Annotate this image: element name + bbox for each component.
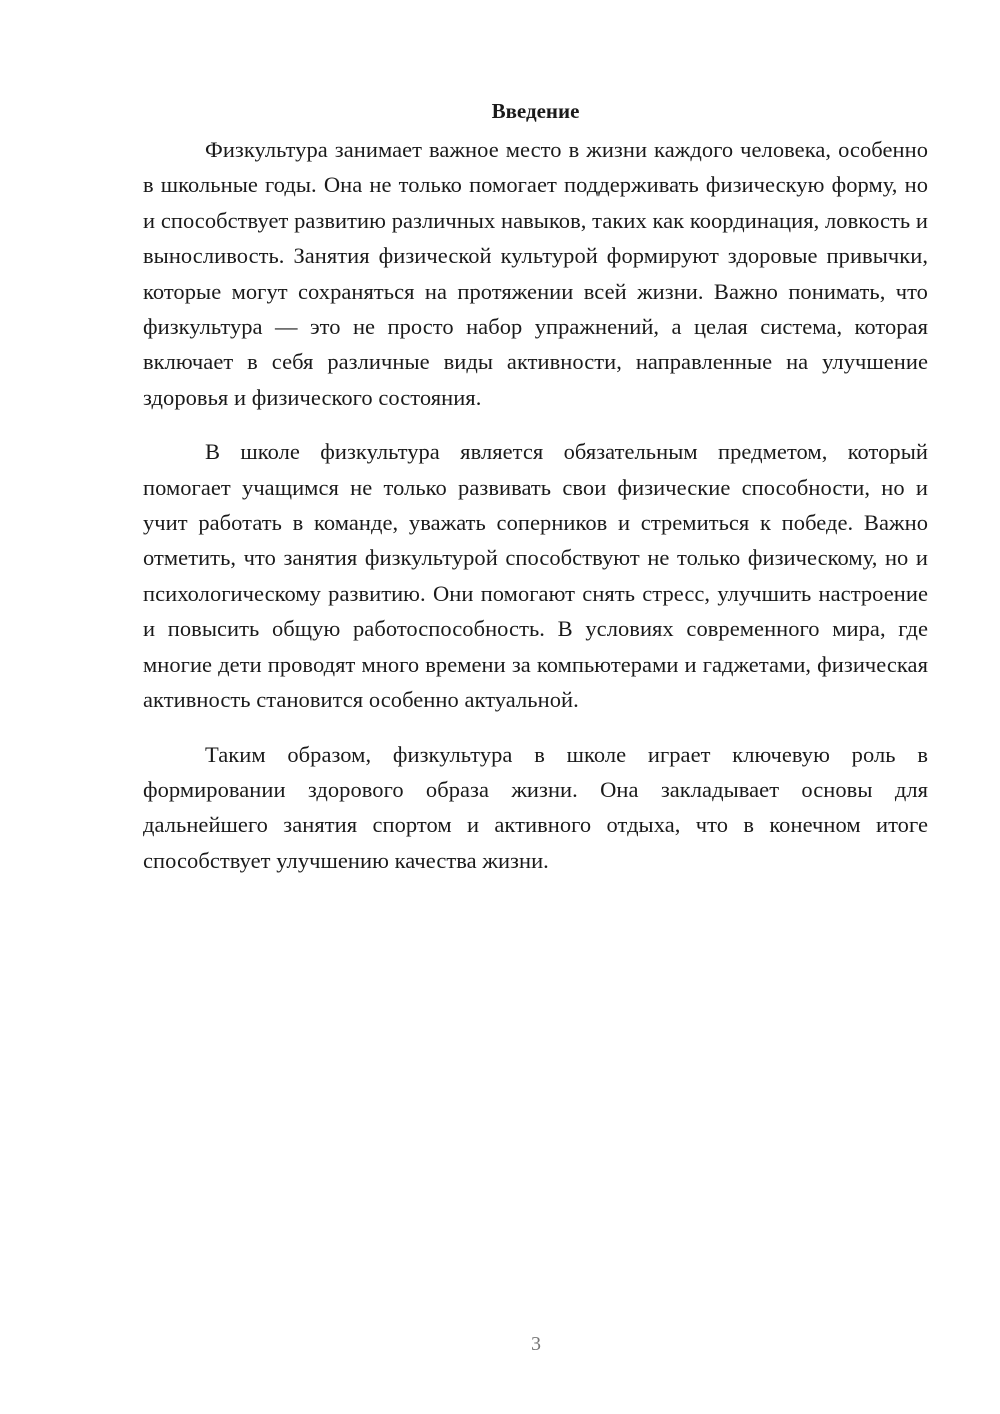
section-title: Введение (491, 99, 580, 123)
paragraph-3: Таким образом, физкультура в школе играет ключевую роль в формировании здорового образа жизни. Она закладывает основы для дальнейшего занятия спортом и активного отдыха, что в конечном итоге способствует улучшению качества жизни. (143, 741, 928, 873)
paragraph-2: В школе физкультура является обязательным предметом, который помогает учащимся не только развивать свои физические способности, но и учит работать в команде, уважать соперников и стремиться к победе. Важно отметить, что занятия физкультурой способствуют не только физическому, но и психологическому развитию. Они помогают снять стресс, улучшить настроение и повысить общую работоспособность. В условиях современного мира, где многие дети проводят много времени за компьютерами и гаджетами, физическая активность становится особенно актуальной. (143, 439, 928, 713)
paragraph-1: Физкультура занимает важное место в жизни каждого человека, особенно в школьные годы. Она не только помогает поддерживать физическую форму, но и способствует развитию различных навыков, таких как координация, ловкость и выносливость. Занятия физической культурой формируют здоровые привычки, которые могут сохраняться на протяжении всей жизни. Важно понимать, что физкультура — это не просто набор упражнений, а целая система, которая включает в себя различные виды активности, направленные на улучшение здоровья и физического состояния. (143, 137, 928, 410)
document-body (143, 96, 928, 897)
page-number: 3 (531, 1333, 541, 1355)
